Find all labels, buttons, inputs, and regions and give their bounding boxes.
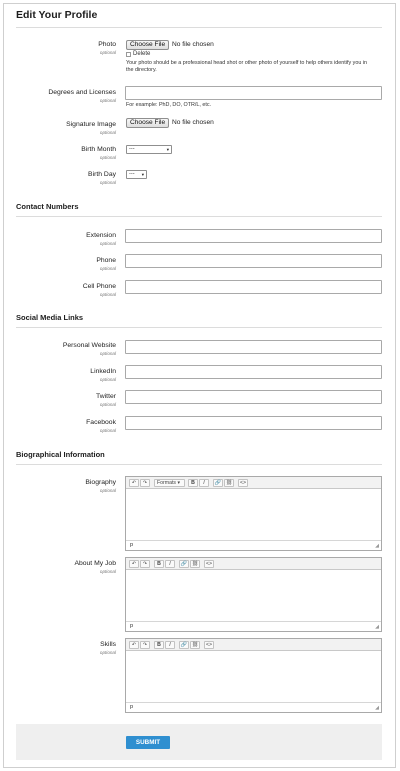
birth-day-select[interactable] — [126, 170, 147, 179]
facebook-input[interactable] — [125, 416, 382, 430]
bold-button[interactable]: B — [188, 479, 198, 487]
editor-statusbar — [126, 540, 381, 550]
phone-optional: optional — [99, 266, 116, 271]
unlink-icon[interactable]: ⛓ — [191, 561, 199, 567]
photo-file-status: No file chosen — [172, 41, 214, 48]
birth-month-label: Birth Month — [81, 146, 116, 153]
signature-file-status: No file chosen — [172, 119, 214, 126]
degrees-optional: optional — [99, 98, 116, 103]
linkedin-input[interactable] — [125, 365, 382, 379]
redo-icon[interactable]: ↷ — [140, 560, 150, 568]
delete-photo-checkbox[interactable] — [126, 52, 131, 57]
undo-icon[interactable]: ↶ — [129, 560, 139, 568]
social-section-title: Social Media Links — [16, 313, 84, 322]
unlink-icon[interactable]: ⛓ — [225, 480, 233, 486]
divider — [16, 327, 382, 328]
code-icon[interactable]: <> — [239, 480, 247, 486]
website-label: Personal Website — [62, 342, 116, 349]
page-title: Edit Your Profile — [16, 9, 98, 21]
code-icon[interactable]: <> — [205, 561, 213, 567]
degrees-input[interactable] — [125, 86, 382, 100]
linkedin-optional: optional — [99, 377, 116, 382]
twitter-label: Twitter — [95, 393, 116, 400]
form-actions-bar — [16, 724, 382, 760]
extension-input[interactable] — [125, 229, 382, 243]
bold-button[interactable]: B — [154, 560, 164, 568]
facebook-label: Facebook — [86, 419, 116, 426]
birth-day-label: Birth Day — [88, 171, 116, 178]
website-optional: optional — [99, 351, 116, 356]
phone-label: Phone — [96, 257, 116, 264]
degrees-label: Degrees and Licenses — [48, 89, 116, 96]
photo-choose-file-button[interactable]: Choose File — [126, 40, 169, 50]
delete-photo-label: Delete — [133, 51, 151, 57]
resize-handle[interactable]: ◢ — [375, 624, 379, 630]
italic-button[interactable]: I — [165, 560, 175, 568]
bio-section-title: Biographical Information — [16, 450, 105, 459]
signature-label: Signature Image — [66, 121, 116, 128]
extension-label: Extension — [86, 232, 116, 239]
element-path: p — [130, 623, 134, 629]
editor-toolbar — [126, 477, 381, 489]
skills-label: Skills — [100, 641, 116, 648]
bold-button[interactable]: B — [154, 641, 164, 649]
about-job-editor[interactable] — [125, 557, 382, 632]
undo-icon[interactable]: ↶ — [129, 641, 139, 649]
twitter-input[interactable] — [125, 390, 382, 404]
formats-dropdown[interactable] — [154, 479, 185, 487]
facebook-optional: optional — [99, 428, 116, 433]
editor-statusbar — [126, 621, 381, 631]
extension-optional: optional — [99, 241, 116, 246]
resize-handle[interactable]: ◢ — [375, 705, 379, 711]
contact-section-title: Contact Numbers — [16, 202, 79, 211]
chevron-down-icon: ▾ — [166, 147, 169, 152]
biography-optional: optional — [99, 488, 116, 493]
element-path: p — [130, 704, 134, 710]
signature-optional: optional — [99, 130, 116, 135]
editor-statusbar — [126, 702, 381, 712]
link-icon[interactable]: 🔗 — [180, 561, 188, 567]
biography-label: Biography — [85, 479, 116, 486]
italic-button[interactable]: I — [199, 479, 209, 487]
link-icon[interactable]: 🔗 — [180, 642, 188, 648]
birth-month-optional: optional — [99, 155, 116, 160]
twitter-optional: optional — [99, 402, 116, 407]
photo-optional: optional — [99, 50, 116, 55]
redo-icon[interactable]: ↷ — [140, 641, 150, 649]
cell-phone-optional: optional — [99, 292, 116, 297]
resize-handle[interactable]: ◢ — [375, 543, 379, 549]
undo-icon[interactable]: ↶ — [129, 479, 139, 487]
code-icon[interactable]: <> — [205, 642, 213, 648]
element-path: p — [130, 542, 134, 548]
skills-optional: optional — [99, 650, 116, 655]
divider — [16, 27, 382, 28]
birth-day-optional: optional — [99, 180, 116, 185]
signature-choose-file-button[interactable]: Choose File — [126, 118, 169, 128]
redo-icon[interactable]: ↷ — [140, 479, 150, 487]
degrees-hint: For example: PhD, DO, OTR/L, etc. — [126, 102, 212, 108]
cell-phone-input[interactable] — [125, 280, 382, 294]
formats-label: Formats — [157, 480, 177, 486]
birth-month-select[interactable] — [126, 145, 172, 154]
photo-hint: Your photo should be a professional head shot or other photo of yourself to help others identify you in the directory. — [126, 60, 368, 73]
skills-editor[interactable] — [125, 638, 382, 713]
linkedin-label: LinkedIn — [90, 368, 116, 375]
photo-label: Photo — [98, 41, 116, 48]
birth-month-value: --- — [129, 146, 135, 152]
submit-button[interactable]: SUBMIT — [126, 736, 170, 749]
cell-phone-label: Cell Phone — [82, 283, 116, 290]
divider — [16, 216, 382, 217]
link-icon[interactable]: 🔗 — [214, 480, 222, 486]
italic-button[interactable]: I — [165, 641, 175, 649]
website-input[interactable] — [125, 340, 382, 354]
phone-input[interactable] — [125, 254, 382, 268]
editor-toolbar — [126, 558, 381, 570]
about-job-label: About My Job — [74, 560, 116, 567]
editor-toolbar — [126, 639, 381, 651]
birth-day-value: --- — [129, 171, 135, 177]
about-job-optional: optional — [99, 569, 116, 574]
biography-editor[interactable] — [125, 476, 382, 551]
chevron-down-icon: ▾ — [177, 480, 181, 486]
chevron-down-icon: ▾ — [141, 172, 144, 177]
divider — [16, 464, 382, 465]
unlink-icon[interactable]: ⛓ — [191, 642, 199, 648]
